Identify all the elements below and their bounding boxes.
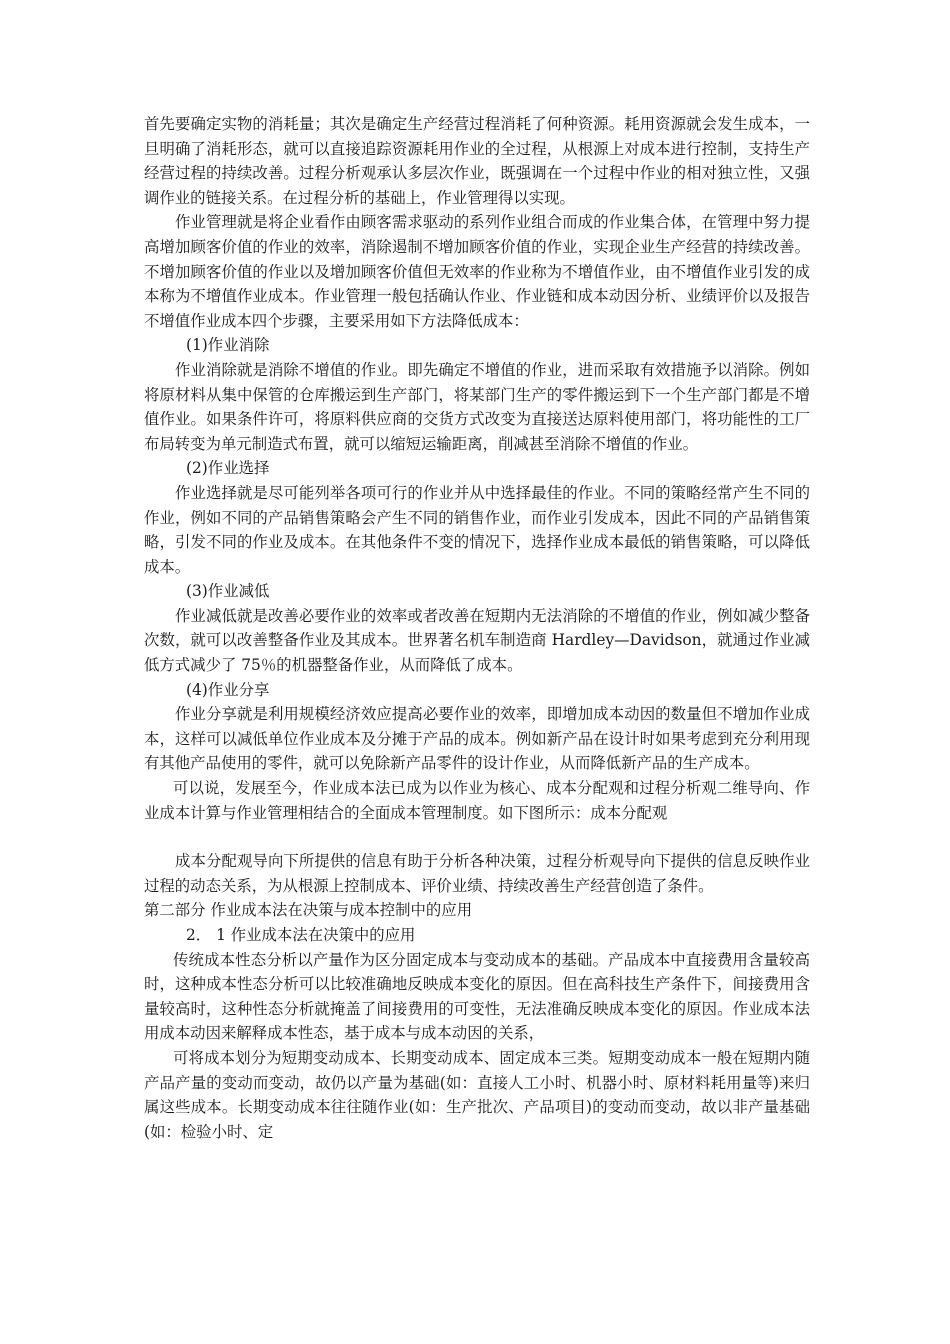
paragraph: 作业选择就是尽可能列举各项可行的作业并从中选择最佳的作业。不同的策略经常产生不同的作业，例如不同的产品销售策略会产生不同的销售作业，而作业引发成本，因此不同的产品销售策略，引发不同的作业及成本。在其他条件不变的情况下，选择作业成本最低的销售策略，可以降低成本。	[144, 483, 810, 576]
section-heading: (3)作业减低	[186, 582, 270, 601]
paragraph: 作业管理就是将企业看作由顾客需求驱动的系列作业组合而成的作业集合体，在管理中努力提高增加顾客价值的作业的效率，消除遏制不增加顾客价值的作业，实现企业生产经营的持续改善。不增加顾客价值的作业以及增加顾客价值但无效率的作业称为不增值作业，由不增值作业引发的成本称为不增值作业成本。作业管理一般包括确认作业、作业链和成本动因分析、业绩评价以及报告不增值作业成本四个步骤，主要采用如下方法降低成本：	[144, 213, 810, 330]
section-heading: (1)作业消除	[186, 336, 270, 355]
paragraph: 传统成本性态分析以产量作为区分固定成本与变动成本的基础。产品成本中直接费用含量较高时，这种成本性态分析可以比较准确地反映成本变化的原因。但在高科技生产条件下，间接费用含量较高时，这种性态分析就掩盖了间接费用的可变性，无法准确反映成本变化的原因。作业成本法用成本动因来解释成本性态，基于成本与成本动因的关系，	[144, 950, 810, 1043]
section-heading: 2． 1 作业成本法在决策中的应用	[186, 926, 416, 944]
paragraph: 可将成本划分为短期变动成本、长期变动成本、固定成本三类。短期变动成本一般在短期内随产品产量的变动而变动，故仍以产量为基础(如：直接人工小时、机器小时、原材料耗用量等)来归属这些成本。长期变动成本往往随作业(如：生产批次、产品项目)的变动而变动，故以非产量基础(如：检验小时、定	[144, 1048, 810, 1141]
paragraph: 成本分配观导向下所提供的信息有助于分析各种决策，过程分析观导向下提供的信息反映作业过程的动态关系，为从根源上控制成本、评价业绩、持续改善生产经营创造了条件。	[144, 852, 810, 895]
paragraph: 作业分享就是利用规模经济效应提高必要作业的效率，即增加成本动因的数量但不增加作业成本，这样可以减低单位作业成本及分摊于产品的成本。例如新产品在设计时如果考虑到充分利用现有其他产品使用的零件，就可以免除新产品零件的设计作业，从而降低新产品的生产成本。	[144, 705, 810, 773]
paragraph: 可以说，发展至今，作业成本法已成为以作业为核心、成本分配观和过程分析观二维导向、作业成本计算与作业管理相结合的全面成本管理制度。如下图所示：成本分配观	[144, 779, 810, 822]
blank-line	[144, 825, 810, 849]
document-body	[144, 112, 810, 1144]
paragraph: 作业减低就是改善必要作业的效率或者改善在短期内无法消除的不增值的作业，例如减少整备次数，就可以改善整备作业及其成本。世界著名机车制造商 Hardley—Davidson，就通过作业减低方式减少了 75％的机器整备作业，从而降低了成本。	[144, 606, 810, 675]
section-heading: (4)作业分享	[186, 680, 270, 699]
paragraph: 首先要确定实物的消耗量；其次是确定生产经营过程消耗了何种资源。耗用资源就会发生成本，一旦明确了消耗形态，就可以直接追踪资源耗用作业的全过程，从根源上对成本进行控制，支持生产经营过程的持续改善。过程分析观承认多层次作业，既强调在一个过程中作业的相对独立性，又强调作业的链接关系。在过程分析的基础上，作业管理得以实现。	[144, 115, 810, 207]
paragraph: 作业消除就是消除不增值的作业。即先确定不增值的作业，进而采取有效措施予以消除。例如将原材料从集中保管的仓库搬运到生产部门，将某部门生产的零件搬运到下一个生产部门都是不增值作业。如果条件许可，将原料供应商的交货方式改变为直接送达原料使用部门，将功能性的工厂布局转变为单元制造式布置，就可以缩短运输距离，削减甚至消除不增值的作业。	[144, 360, 810, 453]
section-heading: (2)作业选择	[186, 459, 270, 478]
part-title: 第二部分 作业成本法在决策与成本控制中的应用	[144, 901, 473, 920]
